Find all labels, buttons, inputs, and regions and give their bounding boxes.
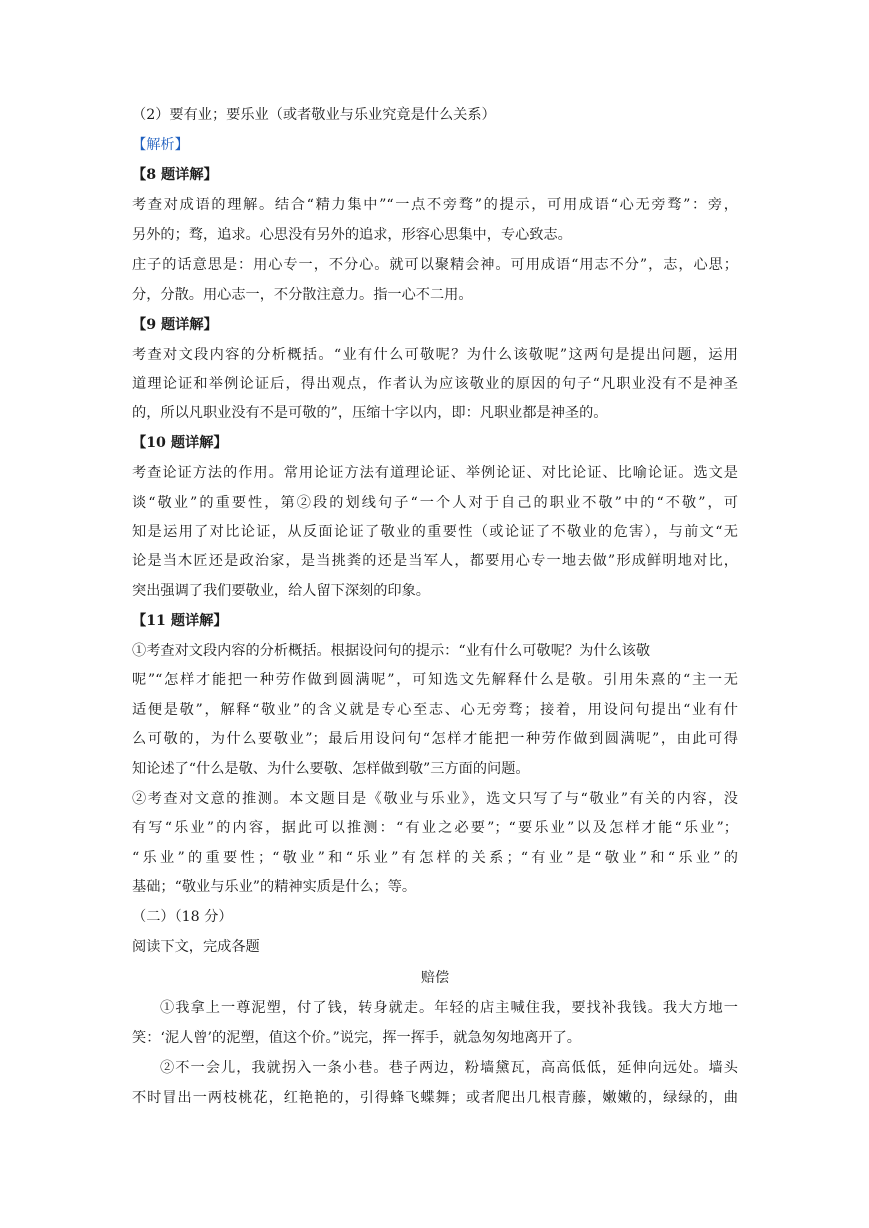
- story-paragraph-line: 笑：‘泥人曾’的泥塑，值这个价。”说完，挥一挥手，就急匆匆地离开了。: [132, 1030, 581, 1046]
- question-10-heading: 【10 题详解】: [132, 435, 228, 451]
- paragraph-line: 考查对文段内容的分析概括。“业有什么可敬呢？为什么该敬呢”这两句是提出问题，运用: [132, 347, 738, 363]
- paragraph-line: 的，所以凡职业没有不是可敬的”，压缩十字以内，即：凡职业都是神圣的。: [132, 405, 608, 421]
- story-paragraph-line: 不时冒出一两枝桃花，红艳艳的，引得蜂飞蝶舞；或者爬出几根青藤，嫩嫩的，绿绿的，曲: [132, 1090, 738, 1106]
- paragraph-line: 知论述了“什么是敬、为什么要敬、怎样做到敬”三方面的问题。: [132, 761, 530, 777]
- question-8-heading: 【8 题详解】: [132, 167, 218, 183]
- paragraph-line: 适便是敬”，解释“敬业”的含义就是专心至志、心无旁骛；接着，用设问句提出“业有什: [132, 702, 738, 718]
- paragraph-line: ①考查对文段内容的分析概括。根据设问句的提示：“业有什么可敬呢？为什么该敬: [132, 643, 651, 659]
- paragraph-line: 么可敬的，为什么要敬业”；最后用设问句“怎样才能把一种劳作做到圆满呢”，由此可得: [132, 731, 738, 747]
- paragraph-line: 基础；“敬业与乐业”的精神实质是什么；等。: [132, 879, 417, 895]
- paragraph-line: 考查论证方法的作用。常用论证方法有道理论证、举例论证、对比论证、比喻论证。选文是: [132, 465, 738, 481]
- paragraph-line: 道理论证和举例论证后，得出观点，作者认为应该敬业的原因的句子“凡职业没有不是神圣: [132, 376, 738, 392]
- question-11-heading: 【11 题详解】: [132, 613, 228, 629]
- paragraph-line: 庄子的话意思是：用心专一，不分心。就可以聚精会神。可用成语“用志不分”，志，心思；: [132, 257, 738, 273]
- answer-line: （2）要有业；要乐业（或者敬业与乐业究竟是什么关系）: [132, 107, 496, 123]
- story-paragraph-line: ②不一会儿，我就拐入一条小巷。巷子两边，粉墙黛瓦，高高低低，延伸向远处。墙头: [160, 1060, 738, 1076]
- paragraph-line: 考查对成语的理解。结合“精力集中”“一点不旁骛”的提示，可用成语“心无旁骛”：旁，: [132, 197, 738, 213]
- story-title: 赔偿: [420, 970, 450, 986]
- paragraph-line: “乐业”的重要性；“敬业”和“乐业”有怎样的关系；“有业”是“敬业”和“乐业”的: [132, 850, 738, 866]
- paragraph-line: 有写“乐业”的内容，据此可以推测：“有业之必要”；“要乐业”以及怎样才能“乐业”；: [132, 820, 738, 836]
- paragraph-line: 知是运用了对比论证，从反面论证了敬业的重要性（或论证了不敬业的危害），与前文“无: [132, 524, 738, 540]
- paragraph-line: 分，分散。用心志一，不分散注意力。指一心不二用。: [132, 287, 473, 303]
- story-paragraph-line: ①我拿上一尊泥塑，付了钱，转身就走。年轻的店主喊住我，要找补我钱。我大方地一: [160, 1000, 738, 1016]
- paragraph-line: 突出强调了我们要敬业，给人留下深刻的印象。: [132, 583, 430, 599]
- question-9-heading: 【9 题详解】: [132, 317, 218, 333]
- paragraph-line: 谈“敬业”的重要性，第②段的划线句子“一个人对于自己的职业不敬”中的“不敬”，可: [132, 495, 738, 511]
- analysis-heading: 【解析】: [132, 137, 189, 153]
- instruction-line: 阅读下文，完成各题: [132, 939, 260, 955]
- paragraph-line: 论是当木匠还是政治家，是当挑粪的还是当军人，都要用心专一地去做”形成鲜明地对比，: [132, 553, 738, 569]
- paragraph-line: ②考查对文意的推测。本文题目是《敬业与乐业》，选文只写了与“敬业”有关的内容，没: [132, 791, 738, 807]
- section-heading: （二）（18 分）: [132, 909, 233, 925]
- paragraph-line: 另外的；骛，追求。心思没有另外的追求，形容心思集中，专心致志。: [132, 227, 572, 243]
- paragraph-line: 呢”“怎样才能把一种劳作做到圆满呢”，可知选文先解释什么是敬。引用朱熹的“主一无: [132, 672, 738, 688]
